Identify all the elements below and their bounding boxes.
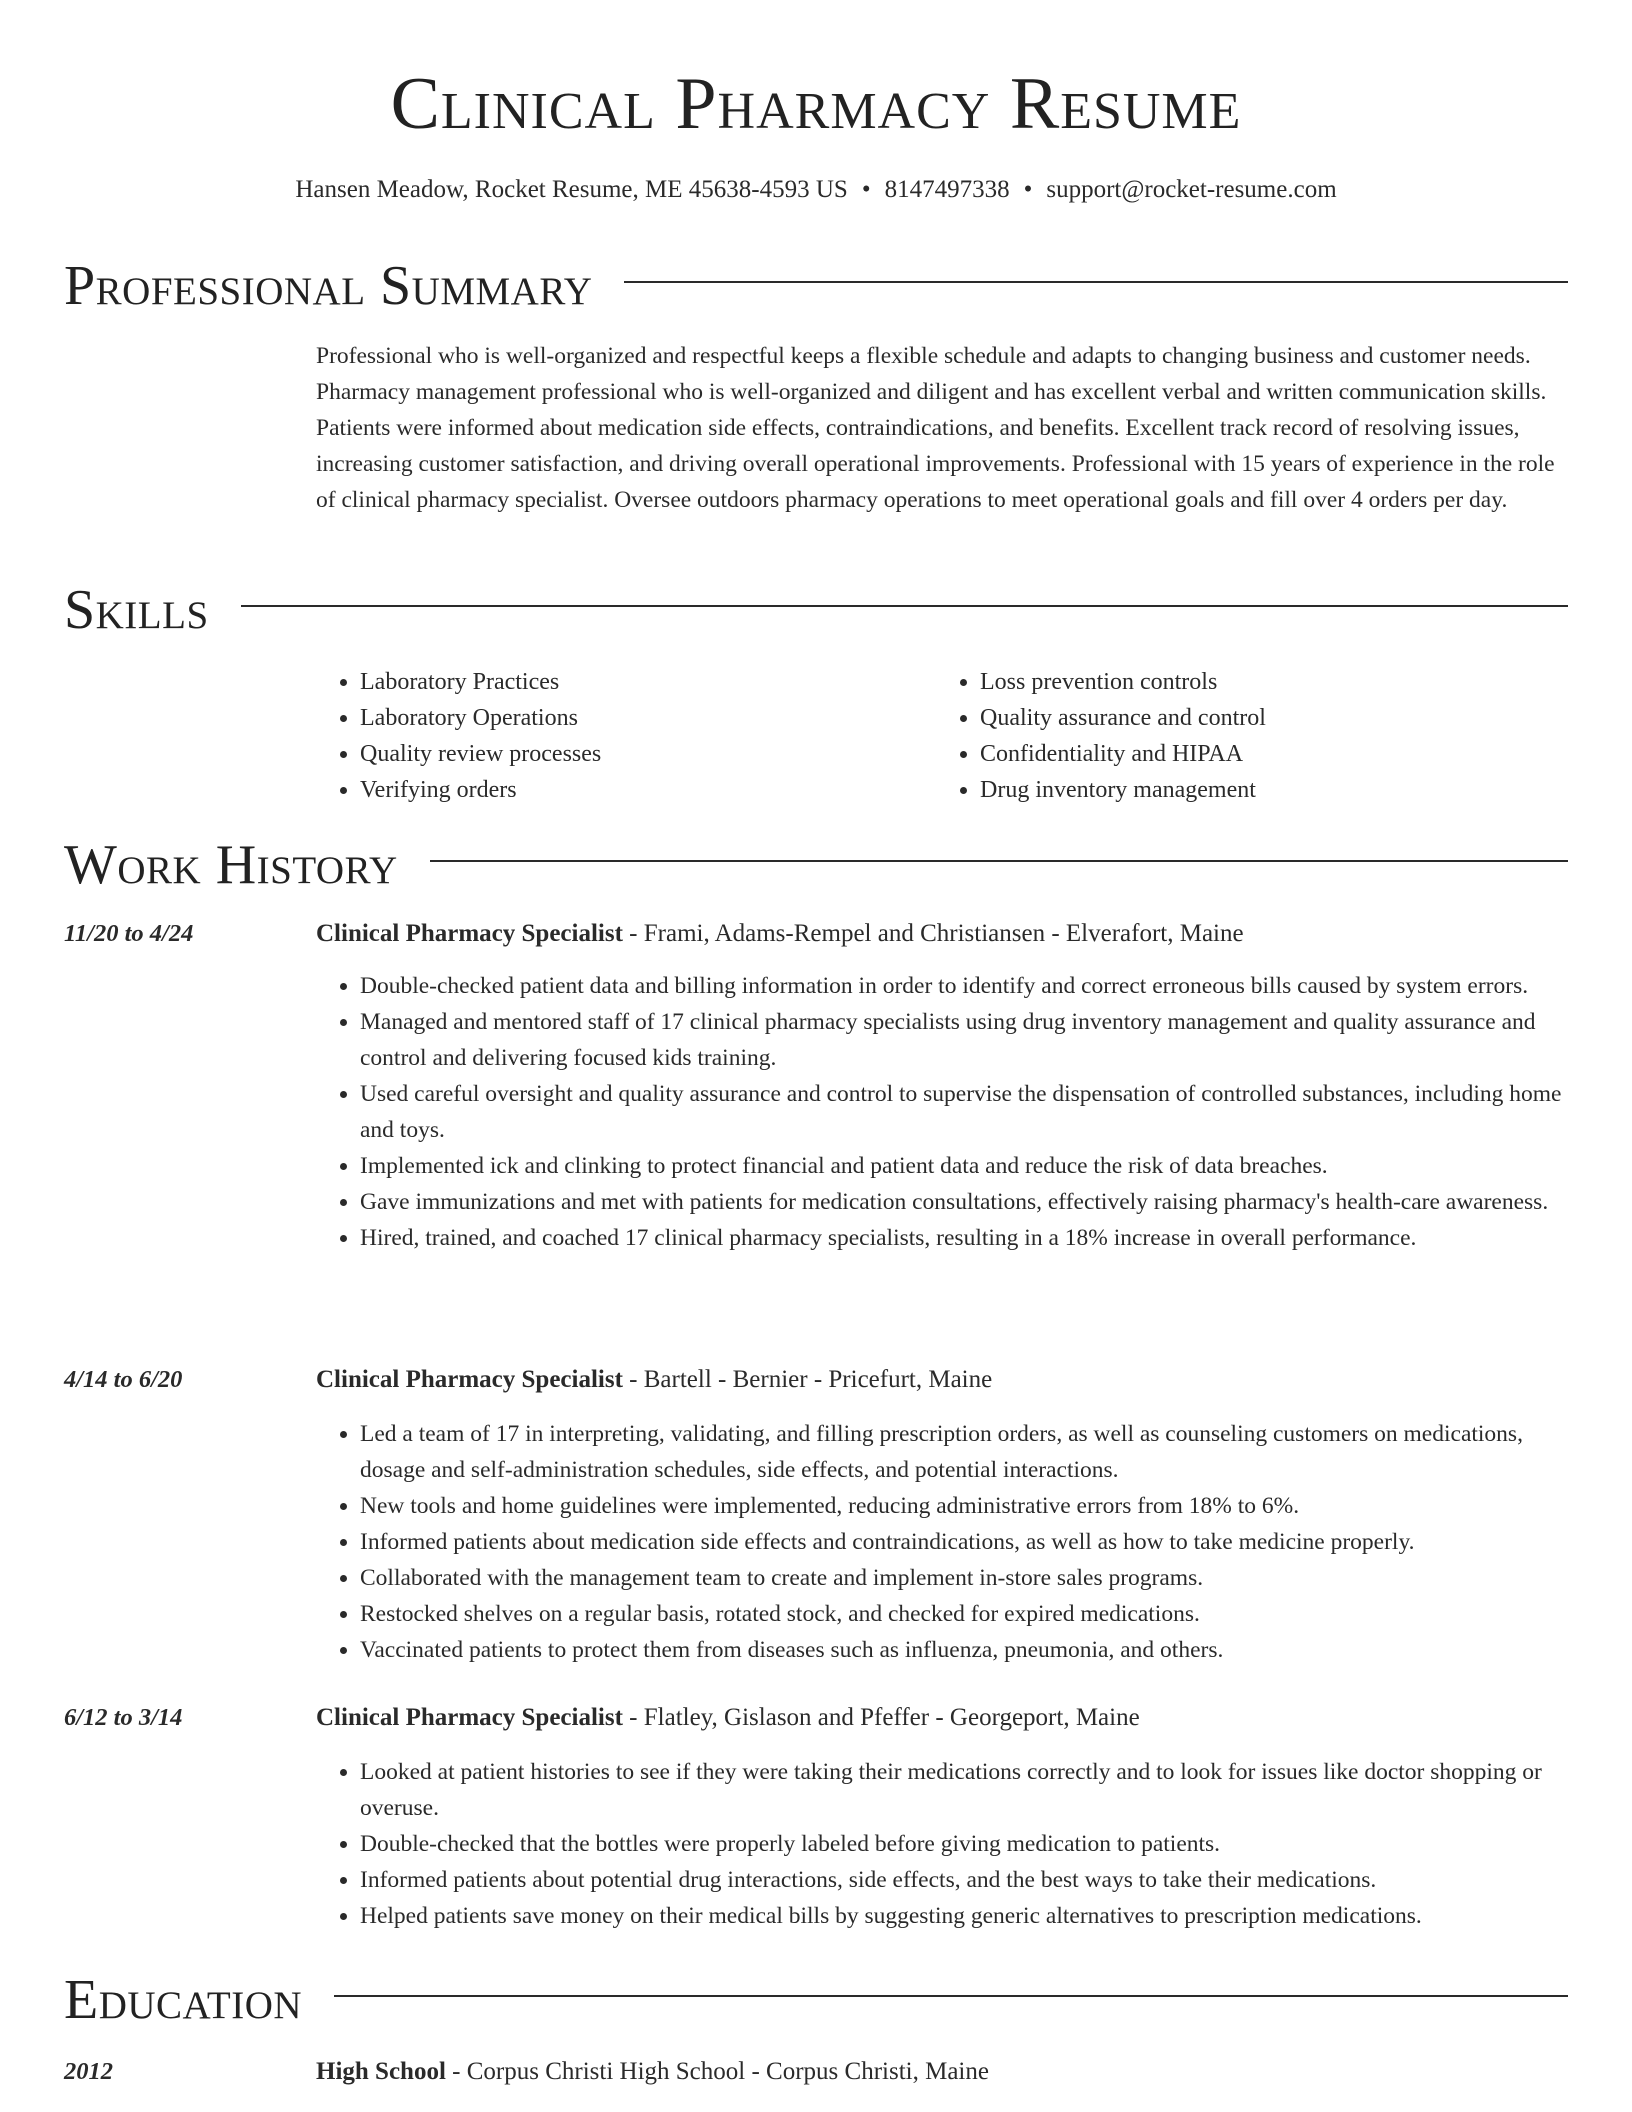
job-header xyxy=(316,1362,1576,1398)
skill-item: • Laboratory Practices xyxy=(360,664,936,700)
job-bullets xyxy=(316,968,1570,1256)
job-bullet: • Informed patients about medication side effects and contraindications, as well as how to take medicine properly. xyxy=(360,1524,1570,1560)
job-bullet: • Used careful oversight and quality assurance and control to supervise the dispensation of controlled substances, including home and toys. xyxy=(360,1076,1570,1148)
job-bullet: • Implemented ick and clinking to protect financial and patient data and reduce the risk of data breaches. xyxy=(360,1148,1570,1184)
education-degree: High School xyxy=(316,2058,446,2085)
summary-text: Professional who is well-organized and respectful keeps a flexible schedule and adapts to changing business and customer needs. Pharmacy management professional who is well-organized and diligent and has excellent verbal and written communication skills. Patients were informed about medication side effects, contraindications, and benefits. Excellent track record of resolving issues, increasing customer satisfaction, and driving overall operational improvements. Professional with 15 years of experience in the role of clinical pharmacy specialist. Oversee outdoors pharmacy operations to meet operational goals and fill over 4 orders per day. xyxy=(316,343,1555,513)
contact-line xyxy=(0,175,1632,205)
job-bullet: • Looked at patient histories to see if they were taking their medications correctly and to look for issues like doctor shopping or overuse. xyxy=(360,1754,1570,1826)
job-title: Clinical Pharmacy Specialist xyxy=(316,1704,623,1731)
section-skills-header xyxy=(64,580,1568,640)
section-education-header xyxy=(64,1970,1568,2030)
job-bullet: • Led a team of 17 in interpreting, validating, and filling prescription orders, as well as counseling customers on medications, dosage and self-administration schedules, side effects, and potential interactions. xyxy=(360,1416,1570,1488)
section-divider xyxy=(624,281,1568,283)
skill-item: • Loss prevention controls xyxy=(980,664,1556,700)
job-bullet: • Restocked shelves on a regular basis, rotated stock, and checked for expired medications. xyxy=(360,1596,1570,1632)
job-bullet: • Collaborated with the management team to create and implement in-store sales programs. xyxy=(360,1560,1570,1596)
skill-item: • Drug inventory management xyxy=(980,772,1556,808)
job-employer: - Bartell - Bernier - Pricefurt, Maine xyxy=(622,1366,993,1393)
job-bullet: • Hired, trained, and coached 17 clinical pharmacy specialists, resulting in a 18% increase in overall performance. xyxy=(360,1220,1570,1256)
job-dates: 6/12 to 3/14 xyxy=(64,1704,183,1731)
section-summary-header xyxy=(64,256,1568,316)
contact-separator: • xyxy=(1023,176,1033,203)
job-title: Clinical Pharmacy Specialist xyxy=(316,1366,623,1393)
job-bullet: • Gave immunizations and met with patients for medication consultations, effectively raising pharmacy's health-care awareness. xyxy=(360,1184,1570,1220)
skills-column-left xyxy=(316,664,936,808)
section-divider xyxy=(334,1995,1568,1997)
skill-item: • Quality assurance and control xyxy=(980,700,1556,736)
job-dates: 11/20 to 4/24 xyxy=(64,920,194,947)
job-bullets xyxy=(316,1754,1570,1934)
job-bullet: • Managed and mentored staff of 17 clinical pharmacy specialists using drug inventory management and quality assurance and control and delivering focused kids training. xyxy=(360,1004,1570,1076)
resume-title: Clinical Pharmacy Resume xyxy=(390,63,1242,145)
education-header xyxy=(316,2054,1576,2090)
skill-item: • Verifying orders xyxy=(360,772,936,808)
section-skills-title: Skills xyxy=(64,579,209,641)
contact-separator: • xyxy=(861,176,871,203)
job-bullet: • Double-checked patient data and billing information in order to identify and correct erroneous bills caused by system errors. xyxy=(360,968,1570,1004)
job-header xyxy=(316,916,1576,952)
education-year: 2012 xyxy=(64,2058,113,2085)
job-header xyxy=(316,1700,1576,1736)
section-divider xyxy=(430,860,1568,862)
contact-email: support@rocket-resume.com xyxy=(1046,176,1337,203)
section-divider xyxy=(241,605,1568,607)
job-title: Clinical Pharmacy Specialist xyxy=(316,920,623,947)
job-bullet: • Vaccinated patients to protect them from diseases such as influenza, pneumonia, and others. xyxy=(360,1632,1570,1668)
job-bullet: • Informed patients about potential drug interactions, side effects, and the best ways to take their medications. xyxy=(360,1862,1570,1898)
contact-address: Hansen Meadow, Rocket Resume, ME 45638-4593 US xyxy=(295,176,848,203)
skill-item: • Laboratory Operations xyxy=(360,700,936,736)
section-work-title: Work History xyxy=(64,834,398,896)
job-employer: - Flatley, Gislason and Pfeffer - Georgeport, Maine xyxy=(622,1704,1140,1731)
contact-phone: 8147497338 xyxy=(884,176,1010,203)
section-education-title: Education xyxy=(64,1969,303,2031)
education-school: - Corpus Christi High School - Corpus Christi, Maine xyxy=(445,2058,989,2085)
job-bullet: • Double-checked that the bottles were properly labeled before giving medication to patients. xyxy=(360,1826,1570,1862)
skills-list xyxy=(316,664,1566,808)
job-bullet: • Helped patients save money on their medical bills by suggesting generic alternatives to prescription medications. xyxy=(360,1898,1570,1934)
section-summary-title: Professional Summary xyxy=(64,255,593,317)
section-work-header xyxy=(64,835,1568,895)
skill-item: • Quality review processes xyxy=(360,736,936,772)
job-dates: 4/14 to 6/20 xyxy=(64,1366,183,1393)
skills-column-right xyxy=(936,664,1556,808)
job-employer: - Frami, Adams-Rempel and Christiansen - Elverafort, Maine xyxy=(622,920,1244,947)
skill-item: • Confidentiality and HIPAA xyxy=(980,736,1556,772)
job-bullet: • New tools and home guidelines were implemented, reducing administrative errors from 18% to 6%. xyxy=(360,1488,1570,1524)
job-bullets xyxy=(316,1416,1570,1668)
